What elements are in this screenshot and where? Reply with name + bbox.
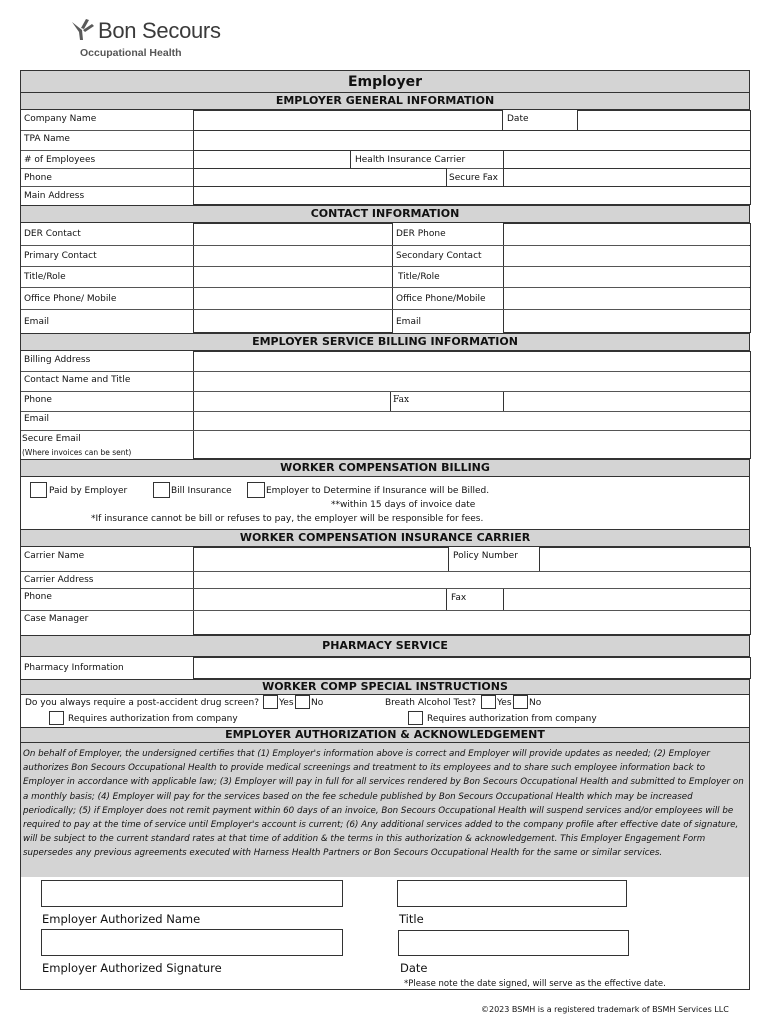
email-right-field[interactable] xyxy=(503,309,751,333)
billing-address-label: Billing Address xyxy=(24,355,91,365)
wcbilling-section xyxy=(21,477,749,529)
health-carrier-field[interactable] xyxy=(503,150,751,169)
billing-email-field[interactable] xyxy=(193,411,751,431)
carrier-phone-field[interactable] xyxy=(193,588,447,611)
billing-phone-label: Phone xyxy=(24,395,52,405)
breath-yes-label: Yes xyxy=(497,698,512,708)
section-pharmacy-header: PHARMACY SERVICE xyxy=(21,635,749,657)
billing-phone-field[interactable] xyxy=(193,391,391,412)
breath-yes-checkbox[interactable] xyxy=(481,695,496,709)
carrier-section xyxy=(21,547,749,635)
employees-label: # of Employees xyxy=(24,155,96,165)
main-address-field[interactable] xyxy=(193,186,751,205)
secure-fax-label: Secure Fax xyxy=(449,173,498,183)
employer-determine-label: Employer to Determine if Insurance will be Billed. xyxy=(266,486,490,496)
drug-requires-auth-checkbox[interactable] xyxy=(49,711,64,725)
office-phone-left-label: Office Phone/ Mobile xyxy=(24,294,117,304)
carrier-address-field[interactable] xyxy=(193,571,751,589)
tpa-name-label: TPA Name xyxy=(24,134,70,144)
office-phone-right-field[interactable] xyxy=(503,287,751,310)
drug-screen-no-label: No xyxy=(311,698,324,708)
section-auth-header: EMPLOYER AUTHORIZATION & ACKNOWLEDGEMENT xyxy=(21,727,749,743)
email-right-label: Email xyxy=(396,317,421,327)
authorized-signature-field[interactable] xyxy=(41,929,343,956)
drug-screen-question: Do you always require a post-accident drug screen? xyxy=(25,698,260,708)
carrier-fax-label: Fax xyxy=(451,593,467,603)
secondary-contact-field[interactable] xyxy=(503,245,751,267)
date-field[interactable] xyxy=(577,110,751,131)
bill-insurance-checkbox[interactable] xyxy=(153,482,170,498)
copyright-footer: ©2023 BSMH is a registered trademark of BSMH Services LLC xyxy=(481,1005,729,1014)
general-section xyxy=(21,110,749,205)
pharmacy-section xyxy=(21,657,749,679)
tpa-name-field[interactable] xyxy=(193,130,751,151)
employees-field[interactable] xyxy=(193,150,351,169)
paid-by-employer-label: Paid by Employer xyxy=(49,486,128,496)
insurance-note: *If insurance cannot be bill or refuses to pay, the employer will be responsible for fees. xyxy=(91,514,484,524)
secure-email-note: (Where invoices can be sent) xyxy=(22,448,132,457)
billing-section xyxy=(21,351,749,459)
bon-secours-logo-icon xyxy=(70,16,96,42)
signature-section xyxy=(21,877,749,991)
case-manager-label: Case Manager xyxy=(24,614,89,624)
carrier-address-label: Carrier Address xyxy=(24,575,94,585)
billing-fax-label: Fax xyxy=(393,395,410,405)
title-label: Title xyxy=(399,912,424,926)
primary-contact-label: Primary Contact xyxy=(24,251,97,261)
section-carrier-header: WORKER COMPENSATION INSURANCE CARRIER xyxy=(21,529,749,547)
employer-form xyxy=(20,70,750,990)
authorized-name-field[interactable] xyxy=(41,880,343,907)
primary-contact-field[interactable] xyxy=(193,245,393,267)
authorized-name-label: Employer Authorized Name xyxy=(42,912,201,926)
contact-section xyxy=(21,223,749,333)
bill-insurance-label: Bill Insurance xyxy=(171,486,232,496)
company-name-field[interactable] xyxy=(193,110,503,131)
section-wcbilling-header: WORKER COMPENSATION BILLING xyxy=(21,459,749,477)
der-phone-label: DER Phone xyxy=(396,229,446,239)
paid-by-employer-checkbox[interactable] xyxy=(30,482,47,498)
phone-label: Phone xyxy=(24,173,52,183)
drug-screen-yes-checkbox[interactable] xyxy=(263,695,278,709)
billing-contact-field[interactable] xyxy=(193,371,751,392)
authorization-text: On behalf of Employer, the undersigned certifies that (1) Employer's information above is correct and Employer will provide updates as needed; (2) Employer authorizes Bon Secours Occupational Health to provide medical screenings and treatment to its employees and to share such employee information back to Employer in accordance with applicable law; (3) Employer will pay in full for all services rendered by Bon Secours Occupational Health and submitted to Employer on a monthly basis; (4) Employer will pay for the services based on the fee schedule published by Bon Secours Occupational Health which may be increased periodically; (5) if Employer does not remit payment within 60 days of an invoice, Bon Secours Occupational Health will suspend services and/or employees will be required to pay at the time of service until Employer's account is current; (6) Any additional services added to the company profile after effective date of signature, will be subject to the current standard rates at that time of addition & the terms in this authorization & acknowledgement. This Employer Engagement Form supersedes any previous agreements executed with Harness Health Partners or Bon Secours Occupational Health for the same or similar services. xyxy=(21,743,749,877)
special-section xyxy=(21,695,749,728)
billing-contact-label: Contact Name and Title xyxy=(24,375,131,385)
drug-requires-auth-label: Requires authorization from company xyxy=(68,714,238,724)
title-role-left-field[interactable] xyxy=(193,266,393,288)
health-carrier-label: Health Insurance Carrier xyxy=(355,155,466,165)
title-role-right-label: Title/Role xyxy=(398,272,440,282)
employer-determine-checkbox[interactable] xyxy=(247,482,265,498)
secure-email-label: Secure Email xyxy=(22,434,81,444)
pharmacy-info-label: Pharmacy Information xyxy=(24,663,124,673)
email-left-label: Email xyxy=(24,317,49,327)
secure-fax-field[interactable] xyxy=(503,168,751,187)
title-field[interactable] xyxy=(397,880,627,907)
billing-secure-email-field[interactable] xyxy=(193,430,751,459)
title-role-right-field[interactable] xyxy=(503,266,751,288)
main-address-label: Main Address xyxy=(24,191,85,201)
secondary-contact-label: Secondary Contact xyxy=(396,251,482,261)
carrier-name-label: Carrier Name xyxy=(24,551,85,561)
date-note: *Please note the date signed, will serve as the effective date. xyxy=(404,979,666,989)
authorized-signature-label: Employer Authorized Signature xyxy=(42,961,222,975)
logo-brand: Bon Secours xyxy=(98,18,221,43)
carrier-name-field[interactable] xyxy=(193,547,449,572)
breath-alcohol-question: Breath Alcohol Test? xyxy=(385,698,477,708)
drug-screen-no-checkbox[interactable] xyxy=(295,695,310,709)
breath-no-label: No xyxy=(529,698,542,708)
pharmacy-info-field[interactable] xyxy=(193,657,751,679)
section-billing-header: EMPLOYER SERVICE BILLING INFORMATION xyxy=(21,333,749,351)
carrier-fax-field[interactable] xyxy=(503,588,751,611)
der-phone-field[interactable] xyxy=(503,223,751,246)
email-left-field[interactable] xyxy=(193,309,393,333)
der-contact-field[interactable] xyxy=(193,223,393,246)
office-phone-left-field[interactable] xyxy=(193,287,393,310)
breath-no-checkbox[interactable] xyxy=(513,695,528,709)
drug-screen-yes-label: Yes xyxy=(279,698,294,708)
date-label: Date xyxy=(507,114,529,124)
policy-number-label: Policy Number xyxy=(453,551,518,561)
form-title: Employer xyxy=(21,71,749,93)
logo-subtitle: Occupational Health xyxy=(80,47,182,59)
billing-address-field[interactable] xyxy=(193,351,751,372)
section-special-header: WORKER COMP SPECIAL INSTRUCTIONS xyxy=(21,679,749,695)
office-phone-right-label: Office Phone/Mobile xyxy=(396,294,486,304)
section-general-header: EMPLOYER GENERAL INFORMATION xyxy=(21,92,749,110)
der-contact-label: DER Contact xyxy=(24,229,81,239)
phone-field[interactable] xyxy=(193,168,447,187)
title-role-left-label: Title/Role xyxy=(24,272,66,282)
date-signed-label: Date xyxy=(400,961,428,975)
within-days-note: **within 15 days of invoice date xyxy=(331,500,476,510)
case-manager-field[interactable] xyxy=(193,610,751,635)
carrier-phone-label: Phone xyxy=(24,592,52,602)
billing-email-label: Email xyxy=(24,414,49,424)
company-name-label: Company Name xyxy=(24,114,97,124)
breath-requires-auth-checkbox[interactable] xyxy=(408,711,423,725)
policy-number-field[interactable] xyxy=(539,547,751,572)
breath-requires-auth-label: Requires authorization from company xyxy=(427,714,597,724)
date-signed-field[interactable] xyxy=(398,930,629,956)
billing-fax-field[interactable] xyxy=(503,391,751,412)
section-contact-header: CONTACT INFORMATION xyxy=(21,205,749,223)
